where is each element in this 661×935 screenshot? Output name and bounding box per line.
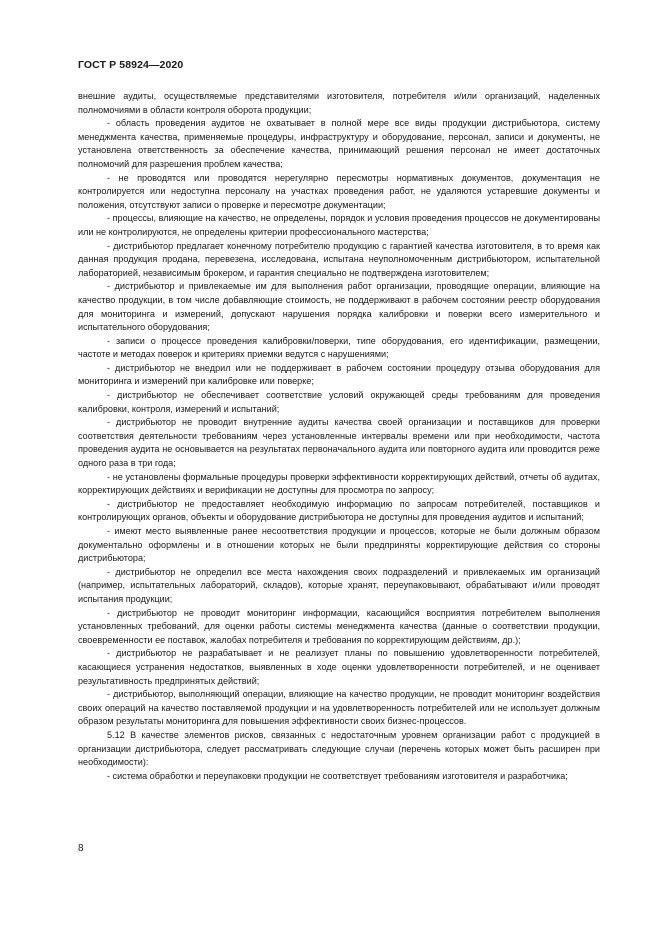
paragraph: - дистрибьютор не разрабатывает и не реализует планы по повышению удовлетворенности потребителей, касающиеся устранения недостатков, выявленных в ходе оценки удовлетворенности потребителей, и не оценивает результативность предпринятых действий;	[78, 648, 600, 686]
paragraph: 5.12 В качестве элементов рисков, связанных с недостаточным уровнем организации работ с продукцией в организации дистрибьютора, следует рассматривать следующие случаи (перечень которых может быть расширен при необходимости):	[78, 729, 600, 768]
paragraph: - дистрибьютор и привлекаемые им для выполнения работ организации, проводящие операции, влияющие на качество продукции, в том числе добавляющие стоимость, не поддерживают в рабочем состоянии реестр оборудования для мониторинга и измерений, допускают нарушения порядка калибровки и поверки всего измерительного и испытательного оборудования;	[78, 281, 600, 333]
page-number: 8	[78, 843, 84, 854]
paragraph: - область проведения аудитов не охватывает в полной мере все виды продукции дистрибьютора, систему менеджмента качества, применяемые процедуры, инфраструктуру и оборудование, персонал, записи и документы, не установлена ответственность за обеспечение качества, принимающий решения персонал не имеет достаточных полномочий для разрешения проблем качества;	[78, 118, 600, 169]
paragraph: - дистрибьютор, выполняющий операции, влияющие на качество продукции, не проводит мониторинг воздействия своих операций на качество поставляемой продукции и на удовлетворенность потребителей или не использует должным образом результаты мониторинга для повышения эффективности своих бизнес-процессов.	[78, 689, 600, 727]
paragraph: - дистрибьютор предлагает конечному потребителю продукцию с гарантией качества изготовителя, в то время как данная продукция продана, перевезена, исследована, испытана неуполномоченным дистрибьютором, испытательной лабораторией, независимым брокером, и гарантия специально не подтверждена изготовителем;	[78, 240, 600, 278]
paragraph: внешние аудиты, осуществляемые представителями изготовителя, потребителя и/или организаций, наделенных полномочиями в области контроля оборота продукции;	[78, 91, 600, 115]
paragraph: - дистрибьютор не предоставляет необходимую информацию по запросам потребителей, поставщиков и контролирующих органов, объекты и оборудование дистрибьютора не доступны для проведения аудитов и испытаний;	[78, 498, 600, 523]
document-header: ГОСТ Р 58924—2020	[78, 59, 184, 71]
paragraph: - имеют место выявленные ранее несоответствия продукции и процессов, которые не были должным образом документально оформлены и в отношении которых не были предприняты корректирующие действия со стороны дистрибьютора;	[78, 526, 600, 564]
paragraph: - не установлены формальные процедуры проверки эффективности корректирующих действий, отчеты об аудитах, корректирующих действиях и верификации не доступны для просмотра по запросу;	[78, 471, 600, 496]
paragraph: - дистрибьютор не определил все места нахождения своих подразделений и привлекаемых им организаций (например, испытательных лабораторий, складов), которые хранят, переупаковывают, обрабатывают и/или проводят испытания продукции;	[78, 566, 600, 604]
document-body	[78, 90, 600, 783]
paragraph: - система обработки и переупаковки продукции не соответствует требованиям изготовителя и разработчика;	[107, 770, 568, 781]
paragraph: - дистрибьютор не обеспечивает соответствие условий окружающей среды требованиям для проведения калибровки, контроля, измерений и испытаний;	[78, 390, 600, 414]
paragraph: - записи о процессе проведения калибровки/поверки, типе оборудования, его идентификации, размещении, частоте и методах поверок и критериях приемки ведутся с нарушениями;	[78, 335, 600, 360]
paragraph: - не проводятся или проводятся нерегулярно пересмотры нормативных документов, документация не контролируется или недоступна персоналу на участках проведения работ, не удаляются устаревшие документы и положения, отсутствуют записи о проверке и пересмотре документации;	[78, 172, 600, 210]
paragraph: - дистрибьютор не проводит внутренние аудиты качества своей организации и поставщиков для проверки соответствия деятельности требованиям через установленные интервалы времени или при необходимости, частота проведения аудита не основывается на результатах первоначального аудита или повторного аудита или проводится реже одного раза в три года;	[78, 417, 600, 469]
paragraph: - дистрибьютор не внедрил или не поддерживает в рабочем состоянии процедуру отзыва оборудования для мониторинга и измерений при калибровке или поверке;	[78, 362, 600, 387]
paragraph: - дистрибьютор не проводит мониторинг информации, касающийся восприятия потребителем выполнения установленных требований, для оценки работы системы менеджмента качества (данные о соответствии продукции, своевременности ее поставок, жалобах потребителя и требования по корректирующим действиям, др.);	[78, 607, 600, 645]
paragraph: - процессы, влияющие на качество, не определены, порядок и условия проведения процессов не документированы или не контролируются, не определены критерии профессионального мастерства;	[78, 213, 600, 237]
